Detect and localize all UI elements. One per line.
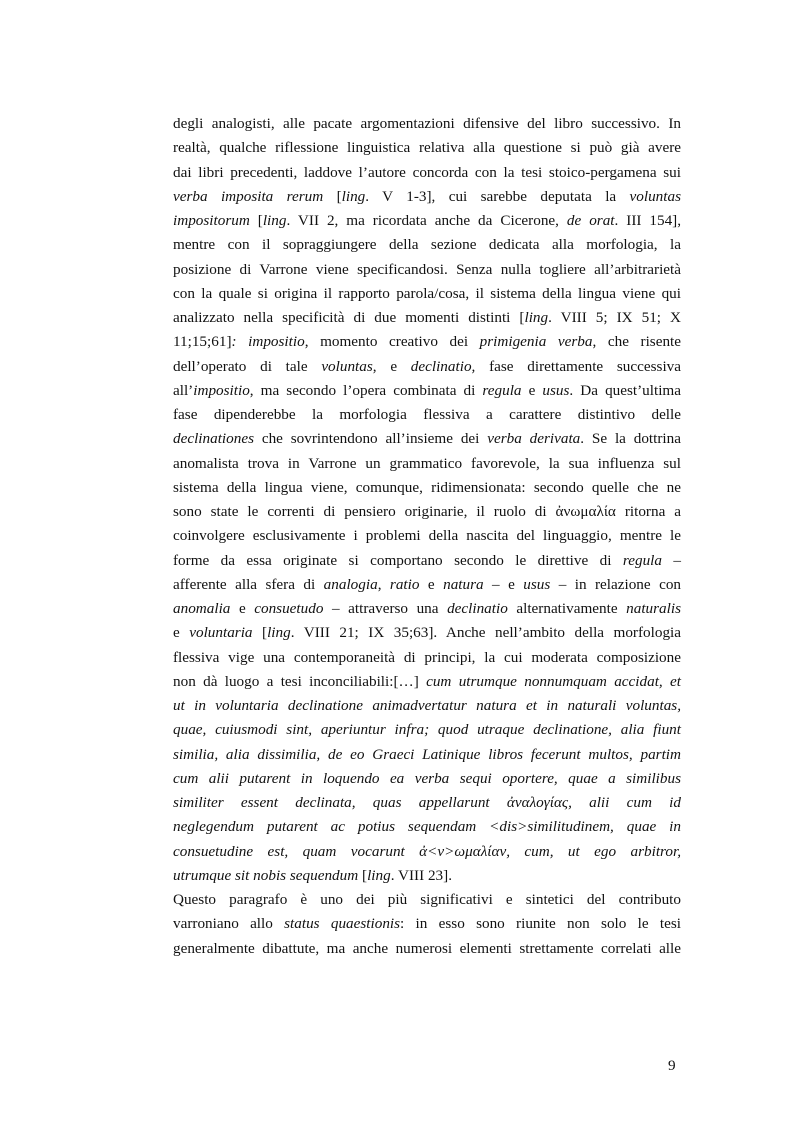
text-line <box>173 233 681 257</box>
text-segment: forme da essa originate si comportano secondo le direttive di <box>173 551 623 569</box>
italic-segment: similia, alia dissimilia, de eo Graeci Latinique libros fecerunt multos, partim <box>173 745 681 763</box>
italic-segment: verba imposita rerum <box>173 187 324 205</box>
text-line <box>173 524 681 548</box>
italic-segment: consuetudine est, quam vocarunt ἀ<ν>ωμαλίαν, cum, ut ego arbitror, <box>173 842 681 860</box>
text-line <box>173 743 681 767</box>
text-line <box>173 379 681 403</box>
text-line <box>173 161 681 185</box>
text-segment: . VIII 5; IX 51; X <box>548 309 681 326</box>
text-segment: – <box>661 551 681 569</box>
text-segment: generalmente dibattute, ma anche numerosi elementi strettamente correlati alle <box>173 939 681 957</box>
italic-segment: voluntas <box>321 357 373 375</box>
italic-segment: analogia <box>323 575 378 593</box>
text-line <box>173 621 681 645</box>
text-segment: che sovrintendono all’insieme dei <box>253 430 488 448</box>
text-segment: . VIII 21; IX 35;63]. Anche nell’ambito della morfologia <box>290 624 681 642</box>
italic-segment: cum utrumque nonnumquam accidat, et <box>426 672 681 690</box>
text-line <box>173 185 681 209</box>
text-line <box>173 670 681 694</box>
text-segment: degli analogisti, alle pacate argomentazioni difensive del libro successivo. In <box>173 115 681 132</box>
italic-segment: ut in voluntaria declinatione animadvertatur natura et in naturali voluntas, <box>173 697 681 714</box>
text-segment: flessiva vige una contemporaneità di principi, la cui moderata composizione <box>173 648 681 666</box>
text-segment: , <box>377 575 390 593</box>
text-segment: . VIII 23]. <box>390 866 453 884</box>
text-line <box>173 209 681 233</box>
text-segment: coinvolgere esclusivamente i problemi della nascita del linguaggio, mentre le <box>173 527 681 545</box>
text-segment: dai libri precedenti, laddove l’autore concorda con la tesi stoico-pergamena sui <box>173 163 681 181</box>
text-line <box>173 500 681 524</box>
text-line <box>173 912 681 936</box>
italic-segment: similiter essent declinata, quas appellarunt ἀναλογίας, alii cum id <box>173 794 681 811</box>
italic-segment: usus <box>542 381 570 399</box>
text-line <box>173 694 681 718</box>
italic-segment: ling <box>267 624 291 642</box>
text-line <box>173 427 681 451</box>
italic-segment: primigenia verba <box>479 333 593 351</box>
text-segment: , e <box>372 357 411 375</box>
italic-segment: ling <box>262 212 287 229</box>
text-segment: [ <box>358 866 368 884</box>
italic-segment: ling <box>367 866 391 884</box>
text-segment: dell’operato di tale <box>173 357 322 375</box>
text-segment: fase direttamente successiva <box>475 357 681 375</box>
text-segment: – e <box>483 575 524 593</box>
text-segment: e <box>230 600 255 617</box>
text-line <box>173 840 681 864</box>
italic-segment: impositio <box>193 381 250 399</box>
text-line <box>173 549 681 573</box>
italic-segment: ling <box>524 309 549 326</box>
text-segment: varroniano allo <box>173 915 285 933</box>
italic-segment: ratio <box>389 575 420 593</box>
text-segment: fase dipenderebbe la morfologia flessiva a carattere distintivo delle <box>173 406 681 423</box>
text-segment: Questo paragrafo è uno dei più significativi e sintetici del contributo <box>173 891 681 908</box>
text-line <box>173 767 681 791</box>
text-line <box>173 306 681 330</box>
text-segment: con la quale si origina il rapporto parola/cosa, il sistema della lingua viene qui <box>173 284 681 302</box>
text-segment: 11;15;61] <box>173 333 232 351</box>
text-segment: sono state le correnti di pensiero originarie, il ruolo di ἀνωμαλία ritorna a <box>173 503 681 520</box>
text-line <box>173 403 681 427</box>
text-segment: [ <box>323 187 342 205</box>
italic-segment: naturalis <box>626 600 681 617</box>
body-text <box>173 112 681 961</box>
text-segment: . Se la dottrina <box>580 430 681 448</box>
italic-segment: ling <box>341 187 366 205</box>
text-line <box>173 864 681 888</box>
text-segment: [ <box>249 212 263 229</box>
text-segment: all’ <box>173 381 194 399</box>
italic-segment: regula <box>622 551 662 569</box>
text-segment: afferente alla sfera di <box>173 575 324 593</box>
text-segment: : in esso sono riunite non solo le tesi <box>400 915 681 933</box>
italic-segment: declinatio, <box>410 357 476 375</box>
text-line <box>173 112 681 136</box>
italic-segment: consuetudo <box>254 600 324 617</box>
text-segment: – attraverso una <box>323 600 448 617</box>
text-segment: – in relazione con <box>550 575 682 593</box>
text-line <box>173 597 681 621</box>
text-line <box>173 646 681 670</box>
italic-segment: declinatio <box>447 600 508 617</box>
italic-segment: status quaestionis <box>284 915 401 933</box>
text-line <box>173 476 681 500</box>
text-segment: analizzato nella specificità di due momenti distinti [ <box>173 309 525 326</box>
text-segment: e <box>521 381 543 399</box>
text-segment: . III 154], <box>614 212 682 229</box>
italic-segment: voluntas <box>629 187 681 205</box>
italic-segment: usus <box>523 575 551 593</box>
text-line <box>173 718 681 742</box>
italic-segment: declinationes <box>173 430 254 448</box>
text-segment: alternativamente <box>507 600 627 617</box>
text-line <box>173 355 681 379</box>
italic-segment: natura <box>443 575 484 593</box>
text-segment: posizione di Varrone viene specificandosi. Senza nulla togliere all’arbitrarietà <box>173 260 681 278</box>
italic-segment: regula <box>482 381 522 399</box>
text-segment: . Da quest’ultima <box>569 381 681 399</box>
text-segment: e <box>419 575 444 593</box>
italic-segment: quae, cuiusmodi sint, aperiuntur infra; quod utraque declinatione, alia fiunt <box>173 721 681 739</box>
text-line <box>173 330 681 354</box>
italic-segment: voluntaria <box>189 624 253 642</box>
text-segment: non dà luogo a tesi inconciliabili:[…] <box>173 672 427 690</box>
italic-segment: utrumque sit nobis sequendum <box>173 866 359 884</box>
text-segment: , momento creativo dei <box>304 333 480 351</box>
text-segment: [ <box>252 624 268 642</box>
text-line <box>173 573 681 597</box>
page-number: 9 <box>668 1057 676 1074</box>
text-segment: sistema della lingua viene, comunque, ridimensionata: secondo quelle che ne <box>173 478 681 496</box>
text-segment: realtà, qualche riflessione linguistica relativa alla questione si può già avere <box>173 139 681 157</box>
text-line <box>173 888 681 912</box>
italic-segment: : impositio <box>231 333 305 351</box>
italic-segment: de orat <box>566 212 615 229</box>
italic-segment: verba derivata <box>487 430 581 448</box>
italic-segment: neglegendum putarent ac potius sequendam <dis>similitudinem, quae in <box>173 818 681 836</box>
text-line <box>173 937 681 961</box>
text-segment: , che risente <box>592 333 682 351</box>
text-line <box>173 791 681 815</box>
italic-segment: impositorum <box>173 212 250 229</box>
text-line <box>173 258 681 282</box>
text-segment: mentre con il sopraggiungere della sezione dedicata alla morfologia, la <box>173 236 681 254</box>
text-segment: anomalista trova in Varrone un grammatico favorevole, la sua influenza sul <box>173 454 681 472</box>
text-line <box>173 136 681 160</box>
text-segment: e <box>173 624 190 642</box>
text-line <box>173 282 681 306</box>
text-segment: . VII 2, ma ricordata anche da Cicerone, <box>286 212 567 229</box>
text-segment: . V 1-3], cui sarebbe deputata la <box>365 187 630 205</box>
italic-segment: anomalia <box>173 600 231 617</box>
italic-segment: cum alii putarent in loquendo ea verba sequi oportere, quae a similibus <box>173 769 681 787</box>
text-line <box>173 452 681 476</box>
text-line <box>173 815 681 839</box>
text-segment: , ma secondo l’opera combinata di <box>249 381 483 399</box>
